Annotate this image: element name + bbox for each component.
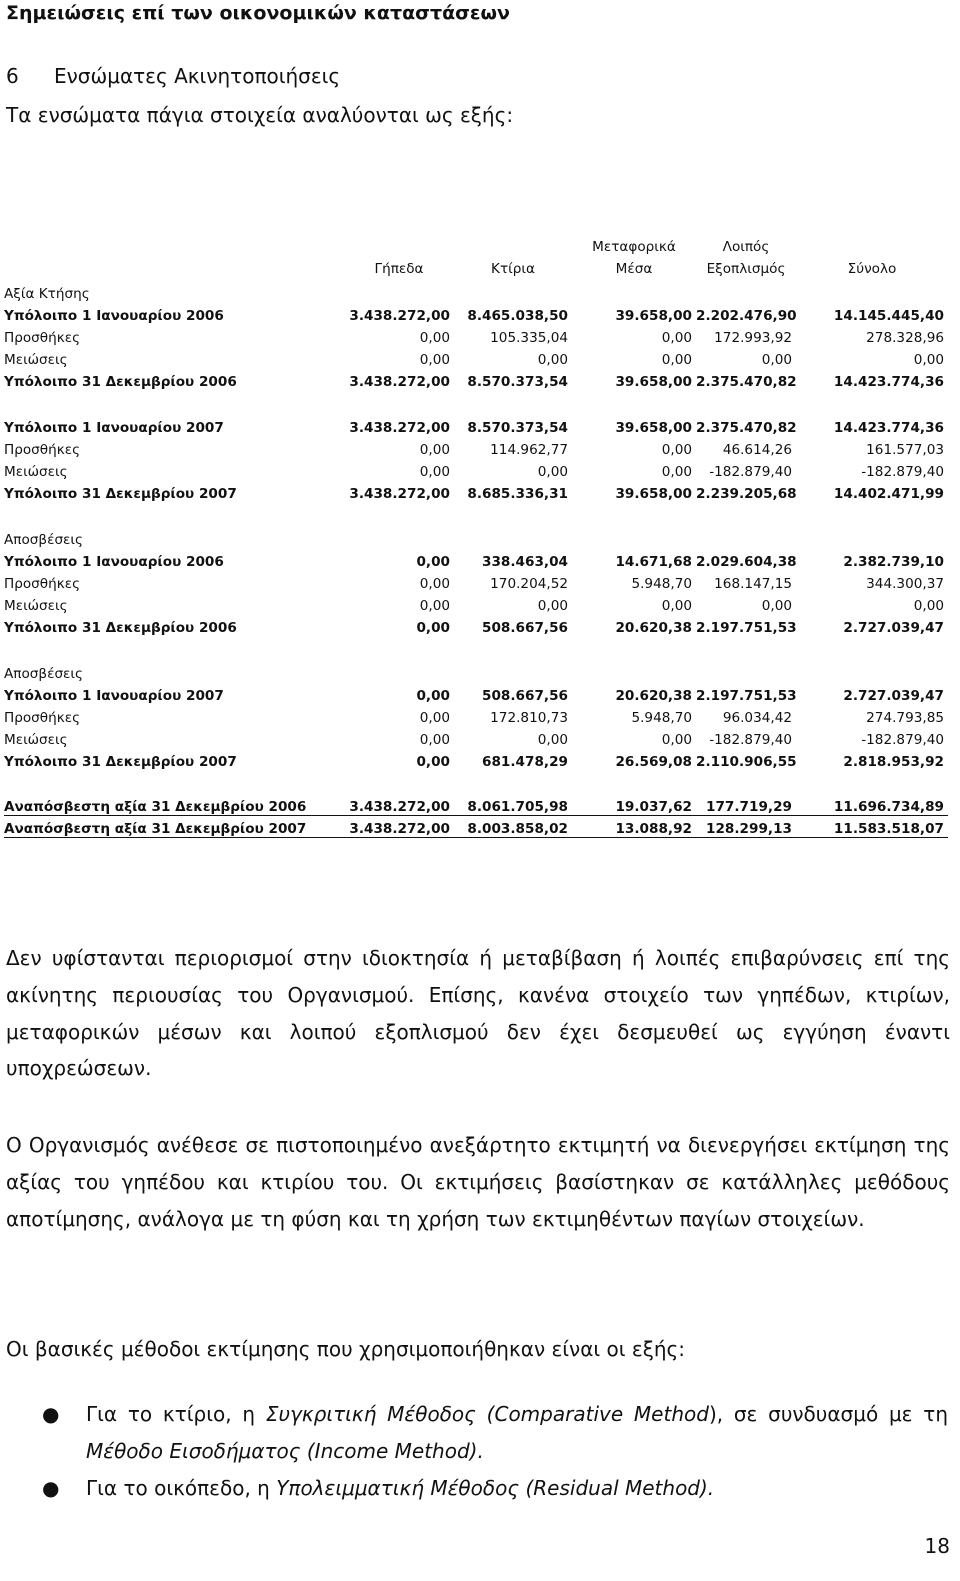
value-cell: 2.375.470,82 [696, 420, 797, 436]
value-cell: 3.438.272,00 [349, 486, 450, 502]
empty-cell [454, 280, 572, 302]
row-label: Προσθήκες [4, 330, 81, 346]
empty-cell [572, 390, 696, 414]
row-label: Μειώσεις [4, 732, 68, 748]
value-cell: 13.088,92 [572, 816, 696, 838]
value-cell: 0,00 [761, 352, 792, 368]
value-cell: 168.147,15 [714, 576, 792, 592]
value-cell: 2.029.604,38 [696, 554, 797, 570]
value-cell: 2.110.906,55 [696, 754, 797, 770]
row-label: Μειώσεις [4, 598, 68, 614]
value-cell: 14.402.471,99 [833, 486, 944, 502]
row-label: Υπόλοιπο 1 Ιανουαρίου 2007 [4, 420, 224, 436]
empty-cell [4, 770, 344, 794]
table-section-title-row [4, 280, 948, 302]
row-label: Υπόλοιπο 31 Δεκεμβρίου 2006 [4, 620, 237, 636]
method-name: Συγκριτική Μέθοδος (Comparative Method [265, 1402, 709, 1426]
empty-cell [796, 502, 948, 526]
value-cell: 8.465.038,50 [467, 308, 568, 324]
value-cell: 0,00 [661, 732, 692, 748]
value-cell: 2.197.751,53 [696, 620, 797, 636]
empty-cell [796, 636, 948, 660]
empty-cell [796, 526, 948, 548]
value-cell: 0,00 [661, 598, 692, 614]
empty-cell [572, 280, 696, 302]
value-cell: 8.570.373,54 [467, 420, 568, 436]
value-cell: 0,00 [416, 620, 450, 636]
value-cell: 5.948,70 [631, 710, 692, 726]
fixed-assets-table [4, 232, 948, 838]
column-header [796, 232, 948, 280]
value-cell: 2.382.739,10 [843, 554, 944, 570]
column-header-line: Μεταφορικά [592, 239, 676, 255]
value-cell: 8.685.336,31 [467, 486, 568, 502]
value-cell: 2.818.953,92 [843, 754, 944, 770]
value-cell: 0,00 [416, 688, 450, 704]
value-cell: 170.204,52 [490, 576, 568, 592]
value-cell: 8.061.705,98 [454, 794, 572, 816]
empty-cell [344, 526, 454, 548]
section-title [6, 64, 340, 88]
row-label: Αναπόσβεστη αξία 31 Δεκεμβρίου 2007 [4, 816, 344, 838]
table-row [4, 682, 948, 704]
value-cell: 0,00 [416, 554, 450, 570]
column-header-line: Λοιπός [722, 239, 770, 255]
empty-cell [696, 502, 796, 526]
column-header [572, 232, 696, 280]
row-label: Αναπόσβεστη αξία 31 Δεκεμβρίου 2006 [4, 794, 344, 816]
value-cell: 0,00 [419, 576, 450, 592]
value-cell: 172.993,92 [714, 330, 792, 346]
empty-cell [454, 660, 572, 682]
method-name: Υπολειμματική Μέθοδος (Residual Method). [276, 1476, 715, 1500]
section-label: Αποσβέσεις [4, 666, 83, 682]
empty-cell [572, 502, 696, 526]
value-cell: 344.300,37 [866, 576, 944, 592]
empty-cell [344, 770, 454, 794]
spacer-row [4, 636, 948, 660]
table-row [4, 480, 948, 502]
value-cell: 2.202.476,90 [696, 308, 797, 324]
empty-cell [696, 770, 796, 794]
value-cell: 19.037,62 [572, 794, 696, 816]
value-cell: 278.328,96 [866, 330, 944, 346]
table-row [4, 726, 948, 748]
method-prefix: Για το οικόπεδο, η [86, 1476, 277, 1500]
value-cell: 11.583.518,07 [796, 816, 948, 838]
value-cell: 114.962,77 [490, 442, 568, 458]
value-cell: 3.438.272,00 [344, 816, 454, 838]
value-cell: 14.145.445,40 [833, 308, 944, 324]
column-header [344, 232, 454, 280]
paragraph-restrictions: Δεν υφίστανται περιορισμοί στην ιδιοκτησία ή μεταβίβαση ή λοιπές επιβαρύνσεις επί της ακίνητης περιουσίας του Οργανισμού. Επίσης, κανένα στοιχείο των γηπέδων, κτιρίων, μεταφορικών μέσων και λοιπού εξοπλισμού δεν έχει δεσμευθεί ως εγγύηση έναντι υποχρεώσεων. [6, 946, 950, 1081]
method-prefix: Για το κτίριο, η [86, 1402, 266, 1426]
row-label: Μειώσεις [4, 352, 68, 368]
empty-cell [454, 770, 572, 794]
section-label: Αποσβέσεις [4, 532, 83, 548]
empty-cell [572, 636, 696, 660]
value-cell: 5.948,70 [631, 576, 692, 592]
value-cell: 0,00 [419, 464, 450, 480]
row-label: Υπόλοιπο 1 Ιανουαρίου 2007 [4, 688, 224, 704]
value-cell: 14.671,68 [615, 554, 692, 570]
value-cell: 3.438.272,00 [349, 420, 450, 436]
value-cell: 3.438.272,00 [349, 374, 450, 390]
value-cell: 3.438.272,00 [349, 308, 450, 324]
row-label: Προσθήκες [4, 442, 81, 458]
bullet-icon: ● [42, 1476, 60, 1500]
value-cell: 0,00 [537, 464, 568, 480]
method-connector: ), σε συνδυασμό με τη [708, 1402, 948, 1426]
table-row [4, 548, 948, 570]
value-cell: 508.667,56 [482, 688, 568, 704]
method-text [86, 1470, 948, 1507]
header-cell-empty [4, 232, 344, 280]
value-cell: 39.658,00 [615, 308, 692, 324]
table-section-title-row [4, 526, 948, 548]
value-cell: 2.727.039,47 [843, 688, 944, 704]
value-cell: 0,00 [419, 352, 450, 368]
value-cell: -182.879,40 [861, 732, 944, 748]
value-cell: -182.879,40 [709, 732, 792, 748]
value-cell: 0,00 [537, 352, 568, 368]
value-cell: 8.570.373,54 [467, 374, 568, 390]
methods-list [42, 1396, 948, 1507]
empty-cell [4, 636, 344, 660]
value-cell: 0,00 [537, 598, 568, 614]
spacer-row [4, 502, 948, 526]
value-cell: 338.463,04 [482, 554, 568, 570]
value-cell: 0,00 [913, 598, 944, 614]
value-cell: 0,00 [913, 352, 944, 368]
spacer-row [4, 390, 948, 414]
table-row [4, 748, 948, 770]
table-row [4, 458, 948, 480]
list-item [42, 1470, 948, 1507]
value-cell: 2.727.039,47 [843, 620, 944, 636]
empty-cell [454, 636, 572, 660]
column-header-line: Σύνολο [847, 261, 897, 277]
empty-cell [572, 526, 696, 548]
value-cell: 0,00 [661, 330, 692, 346]
empty-cell [4, 502, 344, 526]
value-cell: 20.620,38 [615, 688, 692, 704]
value-cell: 20.620,38 [615, 620, 692, 636]
empty-cell [344, 636, 454, 660]
value-cell: 0,00 [661, 442, 692, 458]
table-row [4, 346, 948, 368]
section-heading: Ενσώματες Ακινητοποιήσεις [54, 64, 341, 88]
column-header-line: Μέσα [615, 261, 653, 277]
value-cell: 14.423.774,36 [833, 374, 944, 390]
empty-cell [796, 390, 948, 414]
value-cell: 0,00 [419, 732, 450, 748]
value-cell: 14.423.774,36 [833, 420, 944, 436]
paragraph-methods-intro: Οι βασικές μέθοδοι εκτίμησης που χρησιμοποιήθηκαν είναι οι εξής: [6, 1337, 686, 1361]
section-label: Αξία Κτήσης [4, 286, 90, 302]
column-header [454, 232, 572, 280]
row-label: Υπόλοιπο 31 Δεκεμβρίου 2007 [4, 754, 237, 770]
empty-cell [454, 526, 572, 548]
value-cell: 11.696.734,89 [796, 794, 948, 816]
page-number: 18 [924, 1534, 950, 1558]
empty-cell [572, 660, 696, 682]
table-row [4, 368, 948, 390]
row-label: Μειώσεις [4, 464, 68, 480]
value-cell: 508.667,56 [482, 620, 568, 636]
row-label: Υπόλοιπο 1 Ιανουαρίου 2006 [4, 308, 224, 324]
bullet-icon: ● [42, 1402, 60, 1426]
row-label: Υπόλοιπο 31 Δεκεμβρίου 2007 [4, 486, 237, 502]
column-header-line: Εξοπλισμός [706, 261, 786, 277]
empty-cell [696, 526, 796, 548]
empty-cell [344, 660, 454, 682]
empty-cell [344, 502, 454, 526]
value-cell: 39.658,00 [615, 486, 692, 502]
empty-cell [696, 636, 796, 660]
empty-cell [796, 280, 948, 302]
row-label: Υπόλοιπο 31 Δεκεμβρίου 2006 [4, 374, 237, 390]
value-cell: 0,00 [419, 442, 450, 458]
table-row [4, 592, 948, 614]
page-header: Σημειώσεις επί των οικονομικών καταστάσεων [6, 2, 510, 24]
value-cell: 274.793,85 [866, 710, 944, 726]
table-section-title-row [4, 660, 948, 682]
value-cell: 172.810,73 [490, 710, 568, 726]
spacer-row [4, 770, 948, 794]
table-row [4, 436, 948, 458]
value-cell: 0,00 [761, 598, 792, 614]
empty-cell [4, 390, 344, 414]
table-row [4, 414, 948, 436]
value-cell: -182.879,40 [861, 464, 944, 480]
column-header-line: Γήπεδα [374, 261, 424, 277]
method-name-secondary: Μέθοδο Εισοδήματος (Income Method). [86, 1439, 484, 1463]
value-cell: 128.299,13 [696, 816, 796, 838]
value-cell: 2.197.751,53 [696, 688, 797, 704]
paragraph-valuation: Ο Οργανισμός ανέθεσε σε πιστοποιημένο ανεξάρτητο εκτιμητή να διενεργήσει εκτίμηση της αξίας του γηπέδου και κτιρίου του. Οι εκτιμήσεις βασίστηκαν σε κατάλληλες μεθόδους αποτίμησης, ανάλογα με τη φύση και τη χρήση των εκτιμηθέντων παγίων στοιχείων. [6, 1133, 950, 1231]
table-row [4, 324, 948, 346]
value-cell: 0,00 [537, 732, 568, 748]
column-header-line: Κτίρια [491, 261, 535, 277]
empty-cell [796, 770, 948, 794]
section-intro: Τα ενσώματα πάγια στοιχεία αναλύονται ως εξής: [6, 103, 514, 127]
value-cell: 0,00 [661, 464, 692, 480]
value-cell: 3.438.272,00 [344, 794, 454, 816]
table-row [4, 704, 948, 726]
method-text [86, 1396, 948, 1470]
empty-cell [454, 502, 572, 526]
section-number: 6 [6, 64, 19, 88]
empty-cell [696, 660, 796, 682]
empty-cell [344, 390, 454, 414]
empty-cell [796, 660, 948, 682]
value-cell: 0,00 [661, 352, 692, 368]
table-row [4, 570, 948, 592]
value-cell: 46.614,26 [722, 442, 792, 458]
value-cell: 681.478,29 [482, 754, 568, 770]
value-cell: 0,00 [419, 710, 450, 726]
row-label: Προσθήκες [4, 576, 81, 592]
value-cell: -182.879,40 [709, 464, 792, 480]
table-row [4, 302, 948, 324]
value-cell: 0,00 [419, 598, 450, 614]
table-header-row [4, 232, 948, 280]
empty-cell [696, 280, 796, 302]
value-cell: 105.335,04 [490, 330, 568, 346]
empty-cell [572, 770, 696, 794]
value-cell: 26.569,08 [615, 754, 692, 770]
value-cell: 161.577,03 [866, 442, 944, 458]
value-cell: 96.034,42 [722, 710, 792, 726]
table-row [4, 816, 948, 838]
value-cell: 39.658,00 [615, 374, 692, 390]
empty-cell [696, 390, 796, 414]
value-cell: 0,00 [416, 754, 450, 770]
value-cell: 39.658,00 [615, 420, 692, 436]
empty-cell [344, 280, 454, 302]
list-item [42, 1396, 948, 1470]
value-cell: 8.003.858,02 [454, 816, 572, 838]
empty-cell [454, 390, 572, 414]
row-label: Προσθήκες [4, 710, 81, 726]
table-row [4, 794, 948, 816]
column-header [696, 232, 796, 280]
value-cell: 177.719,29 [696, 794, 796, 816]
value-cell: 2.239.205,68 [696, 486, 797, 502]
value-cell: 0,00 [419, 330, 450, 346]
row-label: Υπόλοιπο 1 Ιανουαρίου 2006 [4, 554, 224, 570]
value-cell: 2.375.470,82 [696, 374, 797, 390]
table-row [4, 614, 948, 636]
